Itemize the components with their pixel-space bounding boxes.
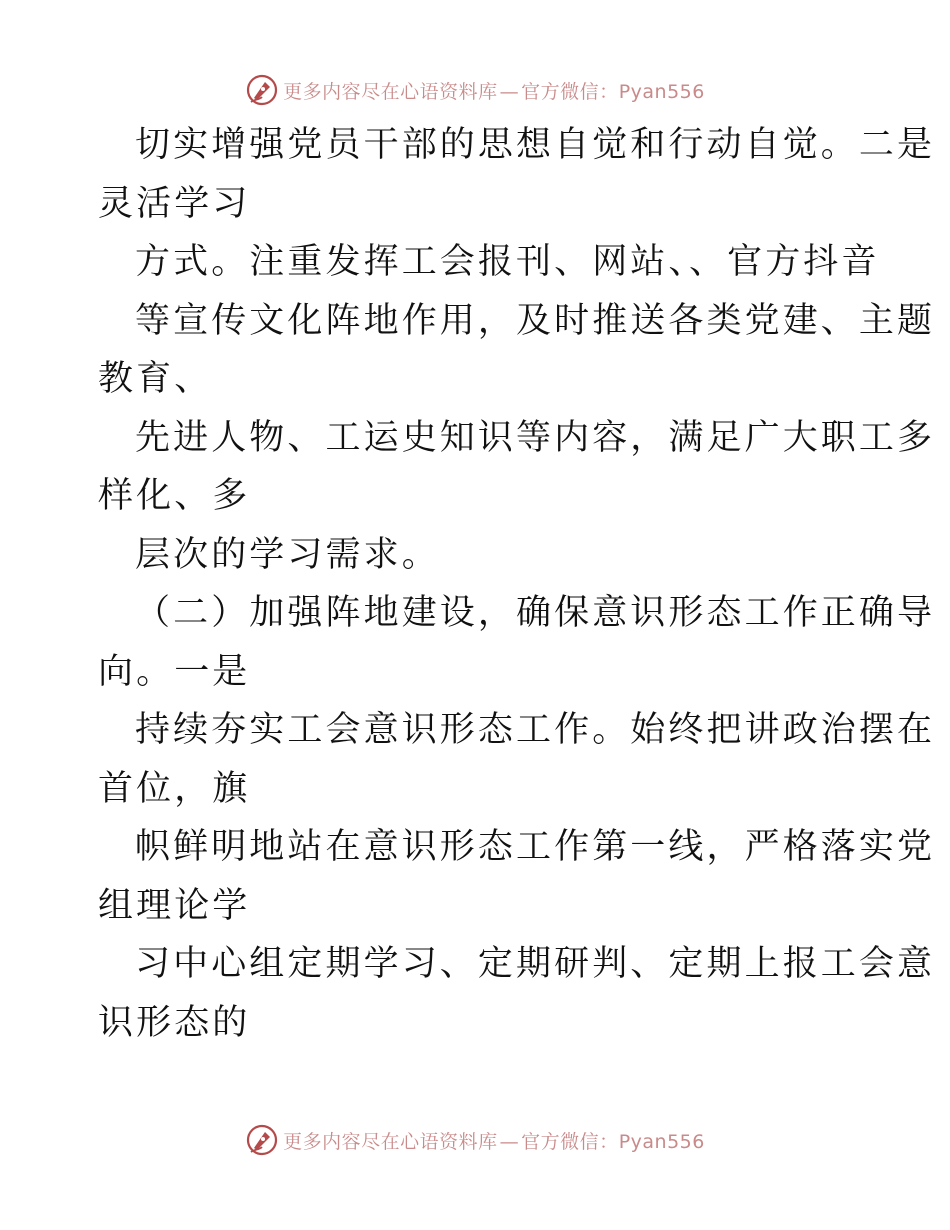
pen-nib-logo-icon xyxy=(245,73,279,107)
text-line: 组理论学 xyxy=(98,885,251,926)
banner-wechat-label: 官方微信： xyxy=(521,80,619,103)
text-line: 持续夯实工会意识形态工作。始终把讲政治摆在 xyxy=(135,710,936,750)
text-line: 首位，旗 xyxy=(98,768,251,809)
footer-banner xyxy=(0,1120,950,1160)
text-line: 灵活学习 xyxy=(98,183,251,224)
text-line: 等宣传文化阵地作用，及时推送各类党建、主题 xyxy=(135,300,936,341)
banner-separator: — xyxy=(499,1130,520,1153)
text-line: 识形态的 xyxy=(98,1002,251,1043)
text-line: 方式。注重发挥工会报刊、网站、、官方抖音 xyxy=(135,242,880,282)
text-line: 切实增强党员干部的思想自觉和行动自觉。二是 xyxy=(135,125,936,165)
banner-wechat-id: Pyan556 xyxy=(618,80,705,103)
text-line: 帜鲜明地站在意识形态工作第一线，严格落实党 xyxy=(135,827,936,867)
pen-nib-logo-icon xyxy=(245,1123,279,1157)
text-line: 样化、多 xyxy=(98,476,251,516)
text-line: 层次的学习需求。 xyxy=(135,534,440,575)
section-heading-line: （二）加强阵地建设，确保意识形态工作正确导 xyxy=(135,593,936,633)
banner-wechat-id: Pyan556 xyxy=(618,1130,705,1153)
header-banner xyxy=(0,70,950,110)
banner-site-text: 更多内容尽在心语资料库 xyxy=(283,1130,498,1153)
text-line: 教育、 xyxy=(98,359,213,399)
banner-separator: — xyxy=(499,80,520,103)
document-body xyxy=(98,116,936,1052)
banner-wechat-label: 官方微信： xyxy=(521,1130,619,1153)
banner-text xyxy=(283,77,705,104)
banner-text xyxy=(283,1127,705,1154)
banner-site-text: 更多内容尽在心语资料库 xyxy=(283,80,498,103)
text-line: 先进人物、工运史知识等内容，满足广大职工多 xyxy=(135,417,936,458)
text-line: 习中心组定期学习、定期研判、定期上报工会意 xyxy=(135,944,936,984)
text-line: 向。一是 xyxy=(98,651,251,692)
